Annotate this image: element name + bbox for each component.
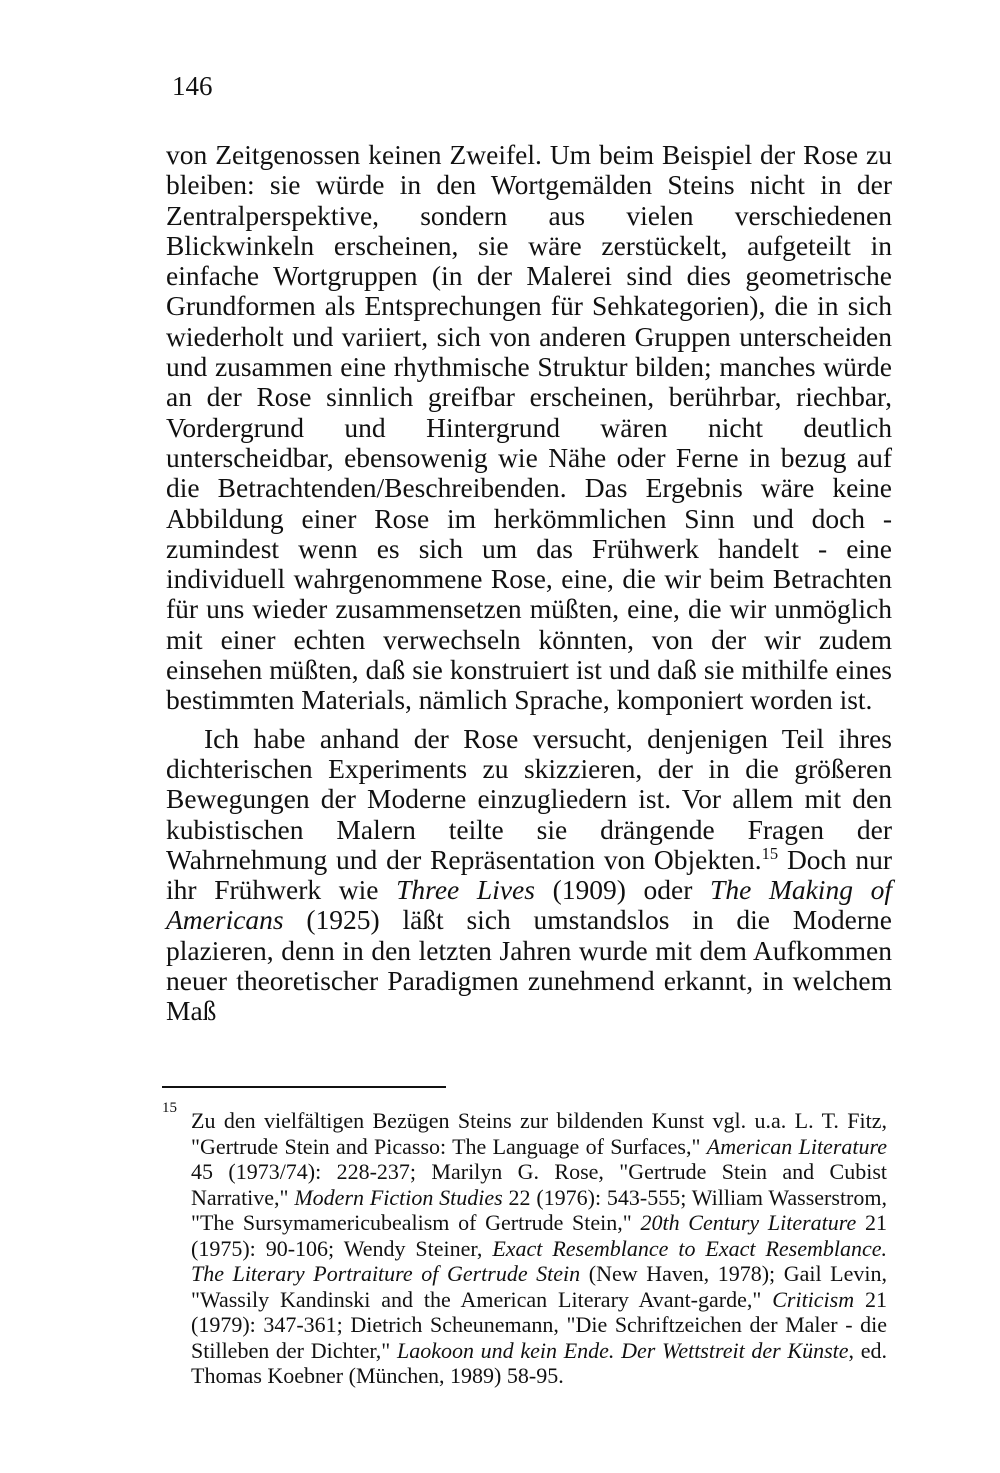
page-number: 146 (172, 71, 213, 101)
journal-title-3: 20th Century Literature (640, 1210, 857, 1235)
paragraph-2 (166, 724, 892, 1027)
footnote-part-5: (New Haven, 1978); Gail Levin, "Wassily Kandinski and the American Literary Avant-garde," (191, 1261, 888, 1312)
footnote-part-1: Zu den vielfältigen Bezügen Steins zur bildenden Kunst vgl. u.a. L. T. Fitz, "Gertrude Stein and Picasso: The Language of Surfaces," (191, 1108, 887, 1159)
journal-title-1: American Literature (706, 1133, 888, 1159)
paragraph-2-text-d: (1925) läßt sich umstandslos in die Moderne plazieren, denn in den letzten Jahren wurde mit dem Aufkommen neuer theoretischer Paradigmen zunehmend erkannt, in welchem Maß (166, 904, 892, 1027)
footnote-divider (162, 1086, 446, 1088)
paragraph-2-text-a: Ich habe anhand der Rose versucht, denjenigen Teil ihres dichterischen Experiments zu skizzieren, der in die größeren Bewegungen der Moderne einzugliedern ist. Vor allem mit den kubistischen Malern teilte sie drängende Fragen der Wahrnehmung und der Repräsentation von Objekten. (166, 722, 892, 875)
book-title-4: Exact Resemblance to Exact Resemblance. The Literary Portraiture of Gertrude Stein (191, 1235, 887, 1286)
journal-title-5: Criticism (772, 1286, 855, 1312)
book-title-three-lives: Three Lives (396, 874, 535, 906)
book-title-6: Laokoon und kein Ende. Der Wettstreit der Künste (396, 1337, 849, 1363)
footnote-part-3: 22 (1976): 543-555; William Wasserstrom, "The Sursymamericubealism of Gertrude Stein," (191, 1184, 887, 1235)
journal-title-2: Modern Fiction Studies (294, 1184, 503, 1210)
footnote-part-4: 21 (1975): 90-106; Wendy Steiner, (191, 1210, 888, 1261)
main-text (166, 140, 892, 1027)
footnote-part-7: , ed. Thomas Koebner (München, 1989) 58-95. (191, 1337, 888, 1388)
paragraph-2-text-c: (1909) oder (534, 874, 711, 906)
footnote-marker: 15 (162, 1100, 177, 1116)
footnote (162, 1100, 888, 1389)
footnote-part-6: 21 (1979): 347-361; Dietrich Scheunemann, "Die Schriftzeichen der Maler - die Stilleben der Dichter," (191, 1286, 887, 1363)
footnote-text (165, 1108, 887, 1389)
footnote-reference: 15 (761, 843, 779, 863)
paragraph-2-text-b: Doch nur ihr Frühwerk wie (166, 843, 892, 906)
paragraph-1: von Zeitgenossen keinen Zweifel. Um beim Beispiel der Rose zu bleiben: sie würde in den Wortgemälden Steins nicht in der Zentralperspektive, sondern aus vielen verschiedenen Blickwinkeln erscheinen, sie wäre zerstückelt, aufgeteilt in einfache Wortgruppen (in der Malerei sind dies geometrische Grundformen als Entsprechungen für Sehkategorien), die in sich wiederholt und variiert, sich von anderen Gruppen unterscheiden und zusammen eine rhythmische Struktur bilden; manches würde an der Rose sinnlich greifbar erscheinen, berührbar, riechbar, Vordergrund und Hintergrund wären nicht deutlich unterscheidbar, ebensowenig wie Nähe oder Ferne in bezug auf die Betrachtenden/Beschreibenden. Das Ergebnis wäre keine Abbildung einer Rose im herkömmlichen Sinn und doch - zumindest wenn es sich um das Frühwerk handelt - eine individuell wahrgenommene Rose, eine, die wir beim Betrachten für uns wieder zusammensetzen müßten, eine, die wir unmöglich mit einer echten verwechseln könnten, von der wir zudem einsehen müßten, daß sie konstruiert ist und daß sie mithilfe eines bestimmten Materials, nämlich Sprache, komponiert worden ist. (166, 139, 892, 716)
book-title-making-of-americans: The Making of Americans (166, 874, 892, 936)
footnote-part-2: 45 (1973/74): 228-237; Marilyn G. Rose, "Gertrude Stein and Cubist Narrative," (191, 1159, 887, 1210)
